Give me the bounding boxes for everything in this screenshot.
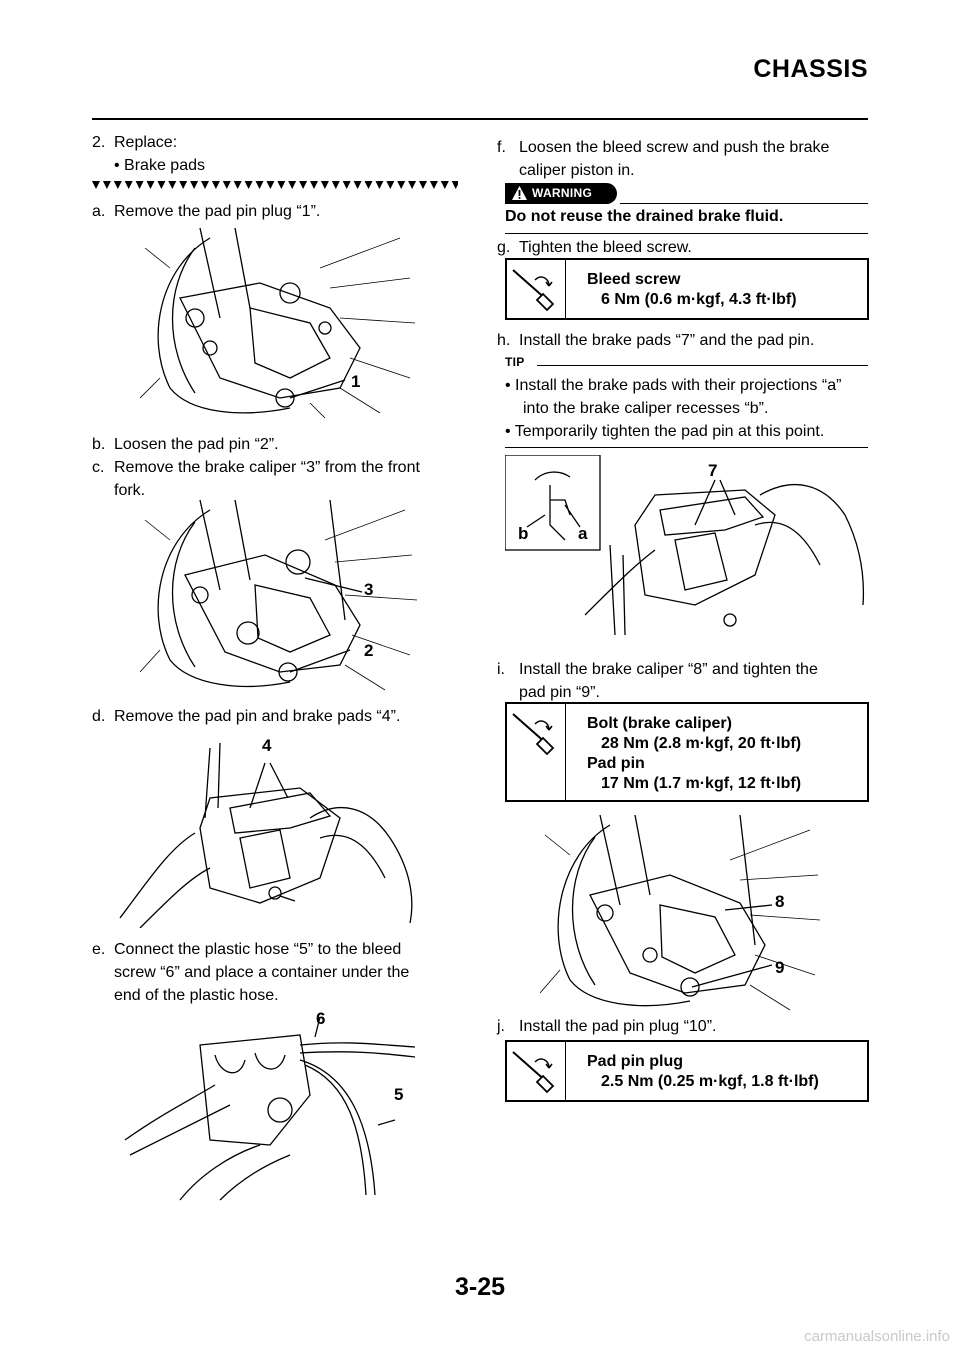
figure-install-pads bbox=[505, 455, 875, 645]
step-2: 2. Replace: • Brake pads bbox=[92, 134, 205, 174]
procedure-arrow bbox=[168, 181, 176, 189]
tip-label: TIP bbox=[505, 355, 525, 369]
procedure-arrow bbox=[223, 181, 231, 189]
warning-triangle-icon bbox=[511, 185, 528, 201]
step-g: g. Tighten the bleed screw. bbox=[497, 239, 692, 256]
tip-bottom-rule bbox=[505, 447, 868, 448]
procedure-arrow bbox=[299, 181, 307, 189]
procedure-arrow bbox=[288, 181, 296, 189]
procedure-arrow bbox=[310, 181, 318, 189]
callout-1: 1 bbox=[351, 372, 361, 391]
figure-brake-caliper bbox=[140, 500, 420, 700]
procedure-arrow bbox=[212, 181, 220, 189]
watermark: carmanualsonline.info bbox=[804, 1328, 950, 1345]
procedure-arrow bbox=[256, 181, 264, 189]
procedure-arrow bbox=[136, 181, 144, 189]
torque-wrench-icon bbox=[507, 704, 565, 762]
procedure-start-marker bbox=[92, 178, 458, 192]
torque-spec-bleed-screw: Bleed screw 6 Nm (0.6 m·kgf, 4.3 ft·lbf) bbox=[505, 258, 869, 320]
warning-badge: WARNING bbox=[505, 183, 617, 204]
procedure-arrow bbox=[354, 181, 362, 189]
callout-9: 9 bbox=[775, 958, 785, 977]
torque-spec-caliper: Bolt (brake caliper) 28 Nm (2.8 m·kgf, 20 ft·lbf) Pad pin 17 Nm (1.7 m·kgf, 12 ft·lbf) bbox=[505, 702, 869, 802]
procedure-arrow bbox=[332, 181, 340, 189]
step-f: f. Loosen the bleed screw and push the brake caliper piston in. bbox=[497, 139, 830, 179]
figure-bleed-hose bbox=[120, 1005, 420, 1210]
procedure-arrow bbox=[452, 181, 458, 189]
step-b: b. Loosen the pad pin “2”. bbox=[92, 436, 279, 453]
procedure-arrow bbox=[277, 181, 285, 189]
procedure-arrow bbox=[245, 181, 253, 189]
page-number: 3-25 bbox=[454, 1273, 506, 1301]
procedure-arrow bbox=[125, 181, 133, 189]
procedure-arrow bbox=[179, 181, 187, 189]
callout-a: a bbox=[578, 524, 588, 543]
procedure-arrow bbox=[386, 181, 394, 189]
procedure-arrow bbox=[147, 181, 155, 189]
procedure-arrow bbox=[441, 181, 449, 189]
header-rule bbox=[92, 118, 868, 120]
figure-install-caliper bbox=[540, 815, 820, 1020]
callout-5: 5 bbox=[394, 1085, 404, 1104]
step-c: c. Remove the brake caliper “3” from the front fork. bbox=[92, 459, 420, 499]
procedure-arrow bbox=[114, 181, 122, 189]
procedure-arrow bbox=[190, 181, 198, 189]
procedure-arrow bbox=[321, 181, 329, 189]
torque-wrench-icon bbox=[507, 260, 565, 318]
procedure-arrow bbox=[365, 181, 373, 189]
procedure-arrow bbox=[266, 181, 274, 189]
procedure-arrow bbox=[430, 181, 438, 189]
procedure-arrow bbox=[92, 181, 100, 189]
step-h: h. Install the brake pads “7” and the pad pin. bbox=[497, 332, 815, 349]
callout-b: b bbox=[518, 524, 529, 543]
callout-8: 8 bbox=[775, 892, 785, 911]
procedure-arrow bbox=[408, 181, 416, 189]
procedure-arrow bbox=[234, 181, 242, 189]
torque-wrench-icon bbox=[507, 1042, 565, 1100]
warning-rule bbox=[620, 203, 868, 204]
callout-4: 4 bbox=[262, 736, 272, 755]
tip-bullet-1: • Install the brake pads with their projections “a” into the brake caliper recesses “b”. bbox=[505, 377, 842, 417]
page-title: CHASSIS bbox=[753, 55, 868, 83]
warning-bottom-rule bbox=[505, 233, 868, 234]
callout-6: 6 bbox=[316, 1009, 326, 1028]
procedure-arrow bbox=[419, 181, 427, 189]
step-j: j. Install the pad pin plug “10”. bbox=[497, 1018, 717, 1035]
step-i: i. Install the brake caliper “8” and tighten the pad pin “9”. bbox=[497, 661, 818, 701]
step-a: a. Remove the pad pin plug “1”. bbox=[92, 203, 321, 220]
procedure-arrow bbox=[375, 181, 383, 189]
callout-2: 2 bbox=[364, 641, 374, 660]
procedure-arrow bbox=[397, 181, 405, 189]
procedure-arrow bbox=[343, 181, 351, 189]
procedure-arrow bbox=[201, 181, 209, 189]
torque-spec-pad-pin-plug: Pad pin plug 2.5 Nm (0.25 m·kgf, 1.8 ft·lbf) bbox=[505, 1040, 869, 1102]
step-e: e. Connect the plastic hose “5” to the bleed screw “6” and place a container under the end of the plastic hose. bbox=[92, 941, 410, 1004]
figure-pad-pin-plug bbox=[140, 228, 420, 423]
procedure-arrow bbox=[103, 181, 111, 189]
tip-bullet-2: • Temporarily tighten the pad pin at this point. bbox=[505, 423, 825, 440]
figure-remove-pads bbox=[110, 738, 430, 933]
procedure-arrow bbox=[157, 181, 165, 189]
tip-rule bbox=[537, 365, 868, 366]
callout-3: 3 bbox=[364, 580, 374, 599]
warning-text: Do not reuse the drained brake fluid. bbox=[505, 208, 784, 225]
step-d: d. Remove the pad pin and brake pads “4”. bbox=[92, 708, 401, 725]
callout-7: 7 bbox=[708, 461, 718, 480]
